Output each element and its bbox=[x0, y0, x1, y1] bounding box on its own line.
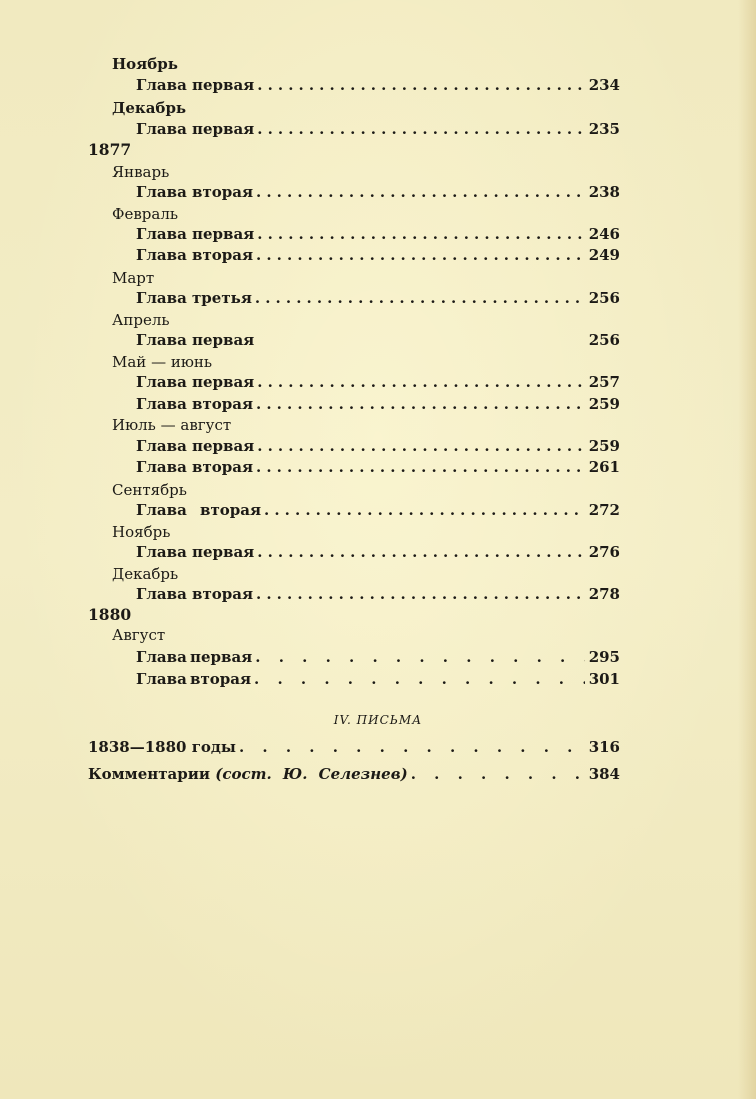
leader-dots bbox=[257, 372, 584, 392]
commentary-compiler: (сост. Ю. Селезнев) bbox=[215, 765, 408, 783]
toc-entry[interactable] bbox=[136, 457, 620, 477]
month-heading: Май — июнь bbox=[112, 353, 213, 371]
leader-dots bbox=[257, 542, 584, 562]
entry-page-number: 246 bbox=[588, 225, 620, 243]
month-heading: Июль — август bbox=[112, 416, 232, 434]
toc-entry[interactable] bbox=[136, 542, 620, 562]
entry-label: Глава первая bbox=[136, 76, 255, 94]
entry-page-number: 316 bbox=[588, 738, 620, 756]
entry-label: Глава вторая bbox=[136, 183, 254, 201]
year-heading: 1880 bbox=[88, 605, 132, 624]
page-edge-shadow bbox=[738, 0, 756, 1099]
entry-label: Глава первая bbox=[136, 373, 255, 391]
year-heading: 1877 bbox=[88, 140, 132, 159]
entry-label: Глава вторая bbox=[136, 395, 254, 413]
entry-page-number: 384 bbox=[588, 765, 620, 783]
entry-page-number: 234 bbox=[588, 76, 620, 94]
leader-dots bbox=[256, 457, 585, 477]
entry-label: 1838—1880 годы bbox=[88, 738, 236, 756]
entry-page-number: 301 bbox=[588, 670, 620, 688]
commentary-label: Комментарии bbox=[88, 765, 210, 783]
entry-page-number: 238 bbox=[588, 183, 620, 201]
leader-dots bbox=[256, 394, 585, 414]
entry-page-number: 259 bbox=[588, 437, 620, 455]
toc-entry[interactable] bbox=[136, 119, 620, 139]
toc-entry[interactable] bbox=[136, 669, 620, 689]
toc-entry[interactable] bbox=[136, 500, 620, 520]
toc-entry-letters[interactable] bbox=[88, 737, 620, 757]
entry-page-number: 249 bbox=[588, 246, 620, 264]
entry-label: Глава первая bbox=[136, 437, 255, 455]
leader-dots bbox=[257, 75, 584, 95]
toc-entry[interactable] bbox=[136, 75, 620, 95]
entry-page-number: 259 bbox=[588, 395, 620, 413]
section-title: IV. ПИСЬМА bbox=[333, 713, 423, 727]
toc-entry[interactable] bbox=[136, 372, 620, 392]
leader-dots bbox=[255, 647, 584, 667]
entry-label: Глава вторая bbox=[136, 458, 254, 476]
leader-dots bbox=[257, 119, 584, 139]
month-heading: Ноябрь bbox=[112, 523, 171, 541]
toc-entry[interactable] bbox=[136, 245, 620, 265]
month-heading: Август bbox=[112, 626, 166, 644]
toc-entry-commentary[interactable] bbox=[88, 764, 620, 784]
entry-page-number: 256 bbox=[588, 289, 620, 307]
entry-label: Глава первая bbox=[136, 331, 255, 349]
month-heading: Март bbox=[112, 269, 155, 287]
toc-entry[interactable] bbox=[136, 584, 620, 604]
entry-page-number: 272 bbox=[588, 501, 620, 519]
leader-dots bbox=[256, 245, 585, 265]
toc-entry[interactable] bbox=[136, 224, 620, 244]
entry-page-number: 256 bbox=[588, 331, 620, 349]
leader-dots bbox=[257, 436, 584, 456]
entry-page-number: 295 bbox=[588, 648, 620, 666]
leader-dots bbox=[254, 669, 585, 689]
entry-page-number: 278 bbox=[588, 585, 620, 603]
entry-label: Глава вторая bbox=[136, 501, 262, 519]
leader-dots bbox=[239, 737, 585, 757]
leader-dots bbox=[264, 500, 585, 520]
toc-entry[interactable] bbox=[136, 182, 620, 202]
entry-label: Глава вторая bbox=[136, 246, 254, 264]
month-heading: Декабрь bbox=[112, 565, 179, 583]
month-heading: Январь bbox=[112, 163, 170, 181]
month-heading: Декабрь bbox=[112, 99, 187, 117]
entry-page-number: 257 bbox=[588, 373, 620, 391]
entry-label: Глава вторая bbox=[136, 585, 254, 603]
leader-dots bbox=[257, 224, 584, 244]
entry-label: Глава вторая bbox=[136, 670, 252, 688]
entry-label bbox=[88, 764, 408, 784]
entry-page-number: 235 bbox=[588, 120, 620, 138]
leader-dots bbox=[411, 764, 585, 784]
toc-entry[interactable] bbox=[136, 394, 620, 414]
month-heading: Ноябрь bbox=[112, 55, 178, 73]
entry-label: Глава первая bbox=[136, 120, 255, 138]
entry-label: Глава первая bbox=[136, 225, 255, 243]
leader-dots bbox=[256, 182, 585, 202]
month-heading: Февраль bbox=[112, 205, 179, 223]
toc-entry[interactable] bbox=[136, 330, 620, 350]
month-heading: Сентябрь bbox=[112, 481, 187, 499]
toc-entry[interactable] bbox=[136, 647, 620, 667]
entry-label: Глава первая bbox=[136, 543, 255, 561]
leader-dots bbox=[255, 288, 585, 308]
entry-label: Глава первая bbox=[136, 648, 253, 666]
entry-label: Глава третья bbox=[136, 289, 252, 307]
month-heading: Апрель bbox=[112, 311, 170, 329]
toc-entry[interactable] bbox=[136, 288, 620, 308]
entry-page-number: 276 bbox=[588, 543, 620, 561]
leader-dots bbox=[256, 584, 585, 604]
toc-entry[interactable] bbox=[136, 436, 620, 456]
entry-page-number: 261 bbox=[588, 458, 620, 476]
